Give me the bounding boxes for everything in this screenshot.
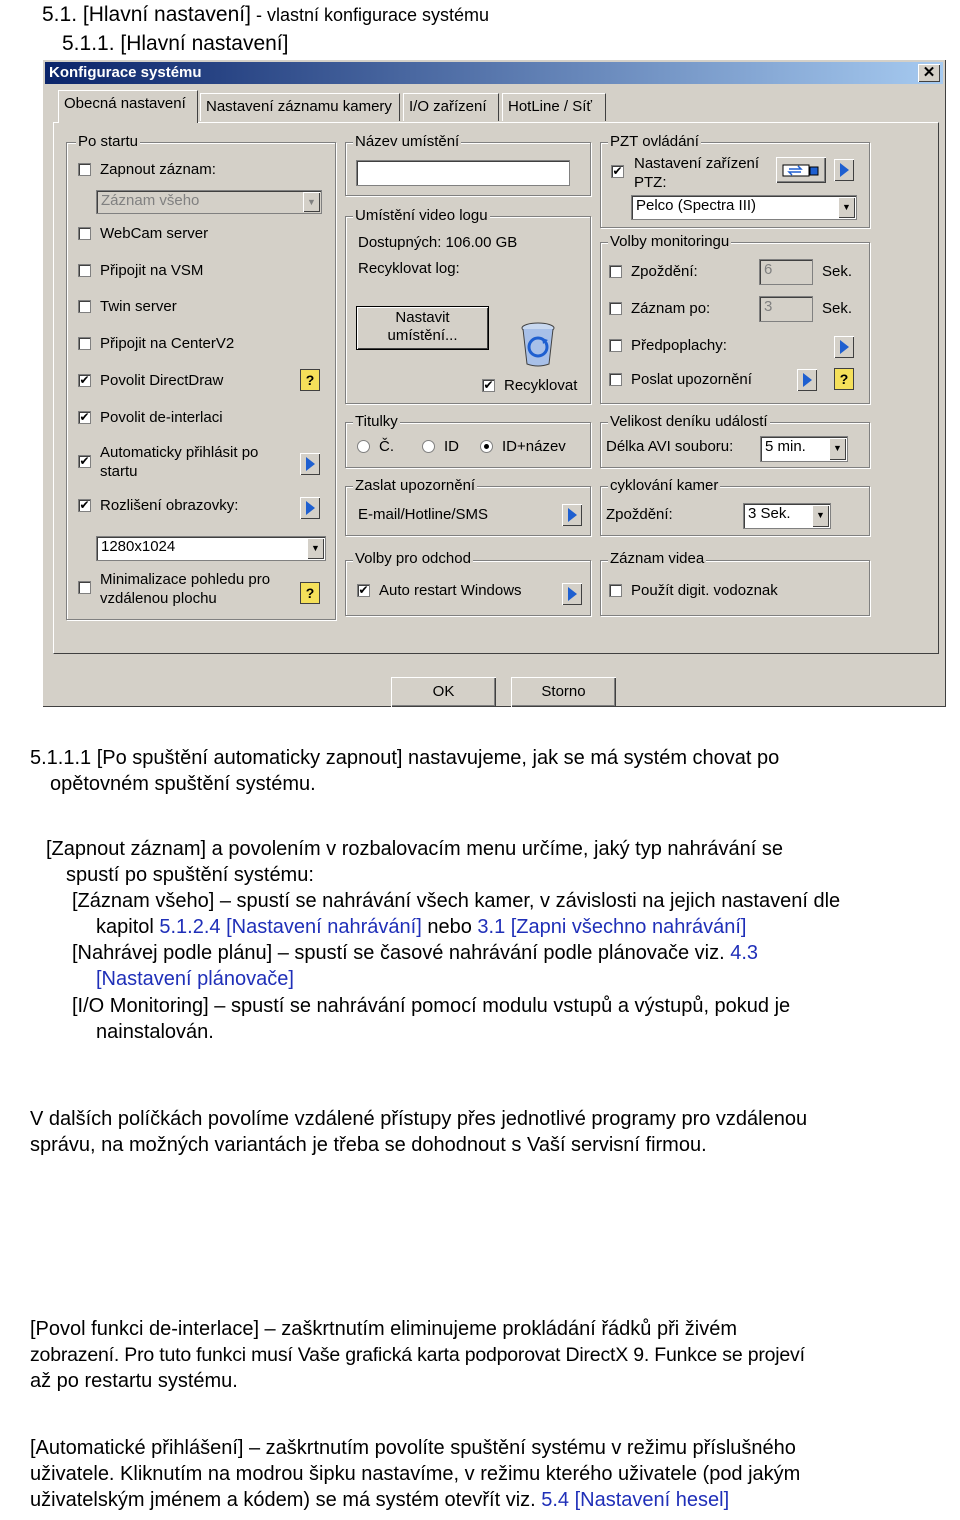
send-notification-label: E-mail/Hotline/SMS [358, 506, 489, 523]
record-mode-value: Záznam všeho [101, 192, 200, 209]
send-notification-arrow-button[interactable] [562, 504, 582, 526]
recycle-label: Recyklovat [504, 377, 578, 394]
group-event-log-size-title: Velikost deníku událostí [610, 413, 768, 430]
ptz-device-button[interactable] [776, 157, 826, 183]
set-location-button[interactable] [356, 306, 489, 350]
prealarm-label: Předpoplachy: [631, 337, 727, 354]
paragraph-6-line-1: V dalších políčkách povolíme vzdálené přístupy přes jednotlivé programy pro vzdálenou [30, 1108, 808, 1130]
paragraph-1-line-2: opětovném spuštění systému. [50, 773, 316, 795]
page-heading [42, 2, 489, 28]
avi-length-value: 5 min. [765, 438, 806, 455]
ptz-setting-label-1: Nastavení zařízení [634, 155, 760, 172]
resolution-label: Rozlišení obrazovky: [100, 497, 239, 514]
autologin-checkbox[interactable]: ✔ [79, 454, 90, 468]
tab-io[interactable]: I/O zařízení [403, 93, 499, 121]
vsm-label: Připojit na VSM [100, 262, 204, 279]
help-icon[interactable]: ? [300, 369, 320, 391]
dialog-title: Konfigurace systému [49, 64, 202, 81]
paragraph-2-line-2: spustí po spuštění systému: [66, 864, 314, 886]
autologin-arrow-button[interactable] [300, 453, 320, 475]
chevron-down-icon: ▼ [838, 197, 855, 218]
prealarm-arrow-button[interactable] [834, 336, 854, 358]
paragraph-6-line-2: správu, na možných variantách je třeba se dohodnout s Vaší servisní firmou. [30, 1134, 707, 1156]
location-name-input[interactable] [356, 160, 570, 186]
watermark-checkbox[interactable] [609, 584, 622, 597]
group-video-log-title: Umístění video logu [355, 207, 488, 224]
minimize-label-1: Minimalizace pohledu pro [100, 571, 271, 588]
link-scheduler-number[interactable]: 4.3 [730, 942, 759, 964]
paragraph-3-line-2 [96, 914, 746, 940]
centerv2-label: Připojit na CenterV2 [100, 335, 235, 352]
caption-id-name-label: ID+název [502, 438, 566, 455]
ptz-arrow-button[interactable] [834, 159, 854, 181]
p4-text-a: [Nahrávej podle plánu] – spustí se časové nahrávání podle plánovače viz. [72, 942, 731, 964]
minimize-checkbox[interactable] [78, 581, 91, 594]
cycling-delay-value: 3 Sek. [748, 505, 791, 522]
paragraph-7-line-3: až po restartu systému. [30, 1370, 238, 1392]
dialog-titlebar [45, 62, 943, 84]
cycling-delay-label: Zpoždění: [606, 506, 673, 523]
paragraph-8-line-3 [30, 1487, 729, 1513]
caption-number-radio[interactable] [357, 440, 370, 453]
p3-text-a: kapitol [96, 916, 160, 938]
link-record-all[interactable]: 3.1 [Zapni všechno nahrávání] [477, 916, 747, 938]
set-location-label-1: Nastavit [395, 309, 450, 326]
paragraph-1-line-1: 5.1.1.1 [Po spuštění automaticky zapnout] nastavujeme, jak se má systém chovat po [30, 747, 780, 769]
chevron-down-icon: ▼ [303, 192, 320, 212]
recycle-log-label: Recyklovat log: [358, 260, 460, 277]
paragraph-7-line-2: zobrazení. Pro tuto funkci musí Vaše grafická karta podporovat DirectX 9. Funkce se projeví [30, 1344, 805, 1366]
help-icon[interactable]: ? [834, 368, 854, 390]
cancel-button[interactable]: Storno [511, 677, 616, 707]
ptz-protocol-select[interactable] [631, 195, 857, 220]
webcam-label: WebCam server [100, 225, 209, 242]
tab-camera-recording[interactable]: Nastavení záznamu kamery [200, 93, 400, 121]
deinterlace-checkbox[interactable]: ✔ [79, 410, 90, 424]
twin-checkbox[interactable] [78, 300, 91, 313]
record-on-start-checkbox[interactable] [78, 163, 91, 176]
directdraw-checkbox[interactable]: ✔ [79, 373, 90, 387]
auto-restart-checkbox[interactable]: ✔ [358, 583, 369, 597]
auto-restart-label: Auto restart Windows [379, 582, 522, 599]
paragraph-8-line-1: [Automatické přihlášení] – zaškrtnutím povolíte spuštění systému v režimu příslušného [30, 1437, 796, 1459]
group-monitoring-title: Volby monitoringu [610, 233, 730, 250]
p3-text-b: nebo [421, 916, 478, 938]
recycle-bin-icon [518, 320, 558, 368]
ptz-checkbox[interactable]: ✔ [612, 164, 623, 178]
link-scheduler-settings[interactable]: [Nastavení plánovače] [96, 968, 294, 990]
notify-label: Poslat upozornění [631, 371, 752, 388]
resolution-checkbox[interactable]: ✔ [79, 498, 90, 512]
paragraph-4-line-1 [72, 940, 758, 966]
auto-restart-arrow-button[interactable] [562, 583, 582, 605]
watermark-label: Použít digit. vodoznak [631, 582, 778, 599]
group-location-name-title: Název umístění [355, 133, 460, 150]
chevron-down-icon: ▼ [812, 505, 829, 527]
subheading: 5.1.1. [Hlavní nastavení] [62, 32, 289, 55]
paragraph-5-line-2: nainstalován. [96, 1021, 214, 1043]
record-after-unit: Sek. [822, 300, 853, 317]
record-on-start-label: Zapnout záznam: [100, 161, 216, 178]
heading-suffix: - vlastní konfigurace systému [250, 5, 490, 25]
group-camera-cycling-title: cyklování kamer [610, 477, 719, 494]
twin-label: Twin server [100, 298, 177, 315]
cycling-delay-select[interactable] [743, 503, 831, 529]
p8-text-a: uživatelským jménem a kódem) se má systém otevřít viz. [30, 1489, 542, 1511]
chevron-down-icon: ▼ [829, 438, 846, 460]
group-ptz-title: PZT ovládání [610, 133, 699, 150]
available-space: Dostupných: 106.00 GB [358, 234, 518, 251]
chevron-down-icon: ▼ [307, 538, 324, 559]
ptz-protocol-value: Pelco (Spectra III) [636, 197, 757, 214]
delay-input[interactable]: 6 [759, 259, 813, 285]
group-video-recording-title: Záznam videa [610, 550, 705, 567]
caption-number-label: Č. [379, 438, 394, 455]
paragraph-7-line-1: [Povol funkci de-interlace] – zaškrtnutím eliminujeme prokládání řádků při živém [30, 1318, 737, 1340]
paragraph-3-line-1: [Záznam všeho] – spustí se nahrávání všech kamer, v závislosti na jejich nastavení dle [72, 890, 841, 912]
caption-id-radio[interactable] [422, 440, 435, 453]
autologin-label-1: Automaticky přihlásit po [100, 444, 259, 461]
delay-checkbox[interactable] [609, 265, 622, 278]
ok-button[interactable]: OK [391, 677, 496, 707]
resolution-select[interactable] [96, 536, 326, 561]
resolution-value: 1280x1024 [101, 538, 176, 555]
caption-id-name-radio[interactable] [480, 440, 493, 453]
deinterlace-label: Povolit de-interlaci [100, 409, 223, 426]
ptz-setting-label-2: PTZ: [634, 174, 667, 191]
recycle-checkbox[interactable]: ✔ [483, 378, 494, 392]
link-password-settings[interactable]: 5.4 [Nastavení hesel] [541, 1489, 730, 1511]
record-after-input[interactable]: 3 [759, 296, 813, 322]
set-location-label-2: umístění... [387, 327, 458, 344]
avi-length-label: Délka AVI souboru: [606, 438, 734, 455]
minimize-label-2: vzdálenou plochu [100, 590, 217, 607]
resolution-arrow-button[interactable] [300, 497, 320, 519]
group-captions-title: Titulky [355, 413, 398, 430]
centerv2-checkbox[interactable] [78, 337, 91, 350]
group-send-notification-title: Zaslat upozornění [355, 477, 476, 494]
tab-hotline[interactable]: HotLine / Síť [502, 93, 606, 121]
group-after-start-title: Po startu [78, 133, 139, 150]
close-button[interactable]: ✕ [918, 64, 940, 82]
delay-label: Zpoždění: [631, 263, 698, 280]
directdraw-label: Povolit DirectDraw [100, 372, 224, 389]
heading-main: 5.1. [Hlavní nastavení] [42, 3, 251, 26]
ptz-device-icon [781, 161, 821, 179]
prealarm-checkbox[interactable] [609, 339, 622, 352]
record-after-label: Záznam po: [631, 300, 711, 317]
vsm-checkbox[interactable] [78, 264, 91, 277]
avi-length-select[interactable] [760, 436, 848, 462]
notify-checkbox[interactable] [609, 373, 622, 386]
caption-id-label: ID [444, 438, 459, 455]
tab-general[interactable]: Obecná nastavení [58, 90, 198, 123]
webcam-checkbox[interactable] [78, 227, 91, 240]
paragraph-2-line-1: [Zapnout záznam] a povolením v rozbalovacím menu určíme, jaký typ nahrávání se [46, 838, 784, 860]
autologin-label-2: startu [100, 463, 138, 480]
help-icon[interactable]: ? [300, 582, 320, 604]
record-mode-select[interactable] [96, 190, 322, 214]
paragraph-5-line-1: [I/O Monitoring] – spustí se nahrávání pomocí modulu vstupů a výstupů, pokud je [72, 995, 791, 1017]
record-after-checkbox[interactable] [609, 302, 622, 315]
delay-unit: Sek. [822, 263, 853, 280]
notify-arrow-button[interactable] [797, 369, 817, 391]
link-recording-settings[interactable]: 5.1.2.4 [Nastavení nahrávání] [159, 916, 422, 938]
paragraph-8-line-2: uživatele. Kliknutím na modrou šipku nastavíme, v režimu kterého uživatele (pod jakým [30, 1463, 801, 1485]
group-exit-options-title: Volby pro odchod [355, 550, 471, 567]
